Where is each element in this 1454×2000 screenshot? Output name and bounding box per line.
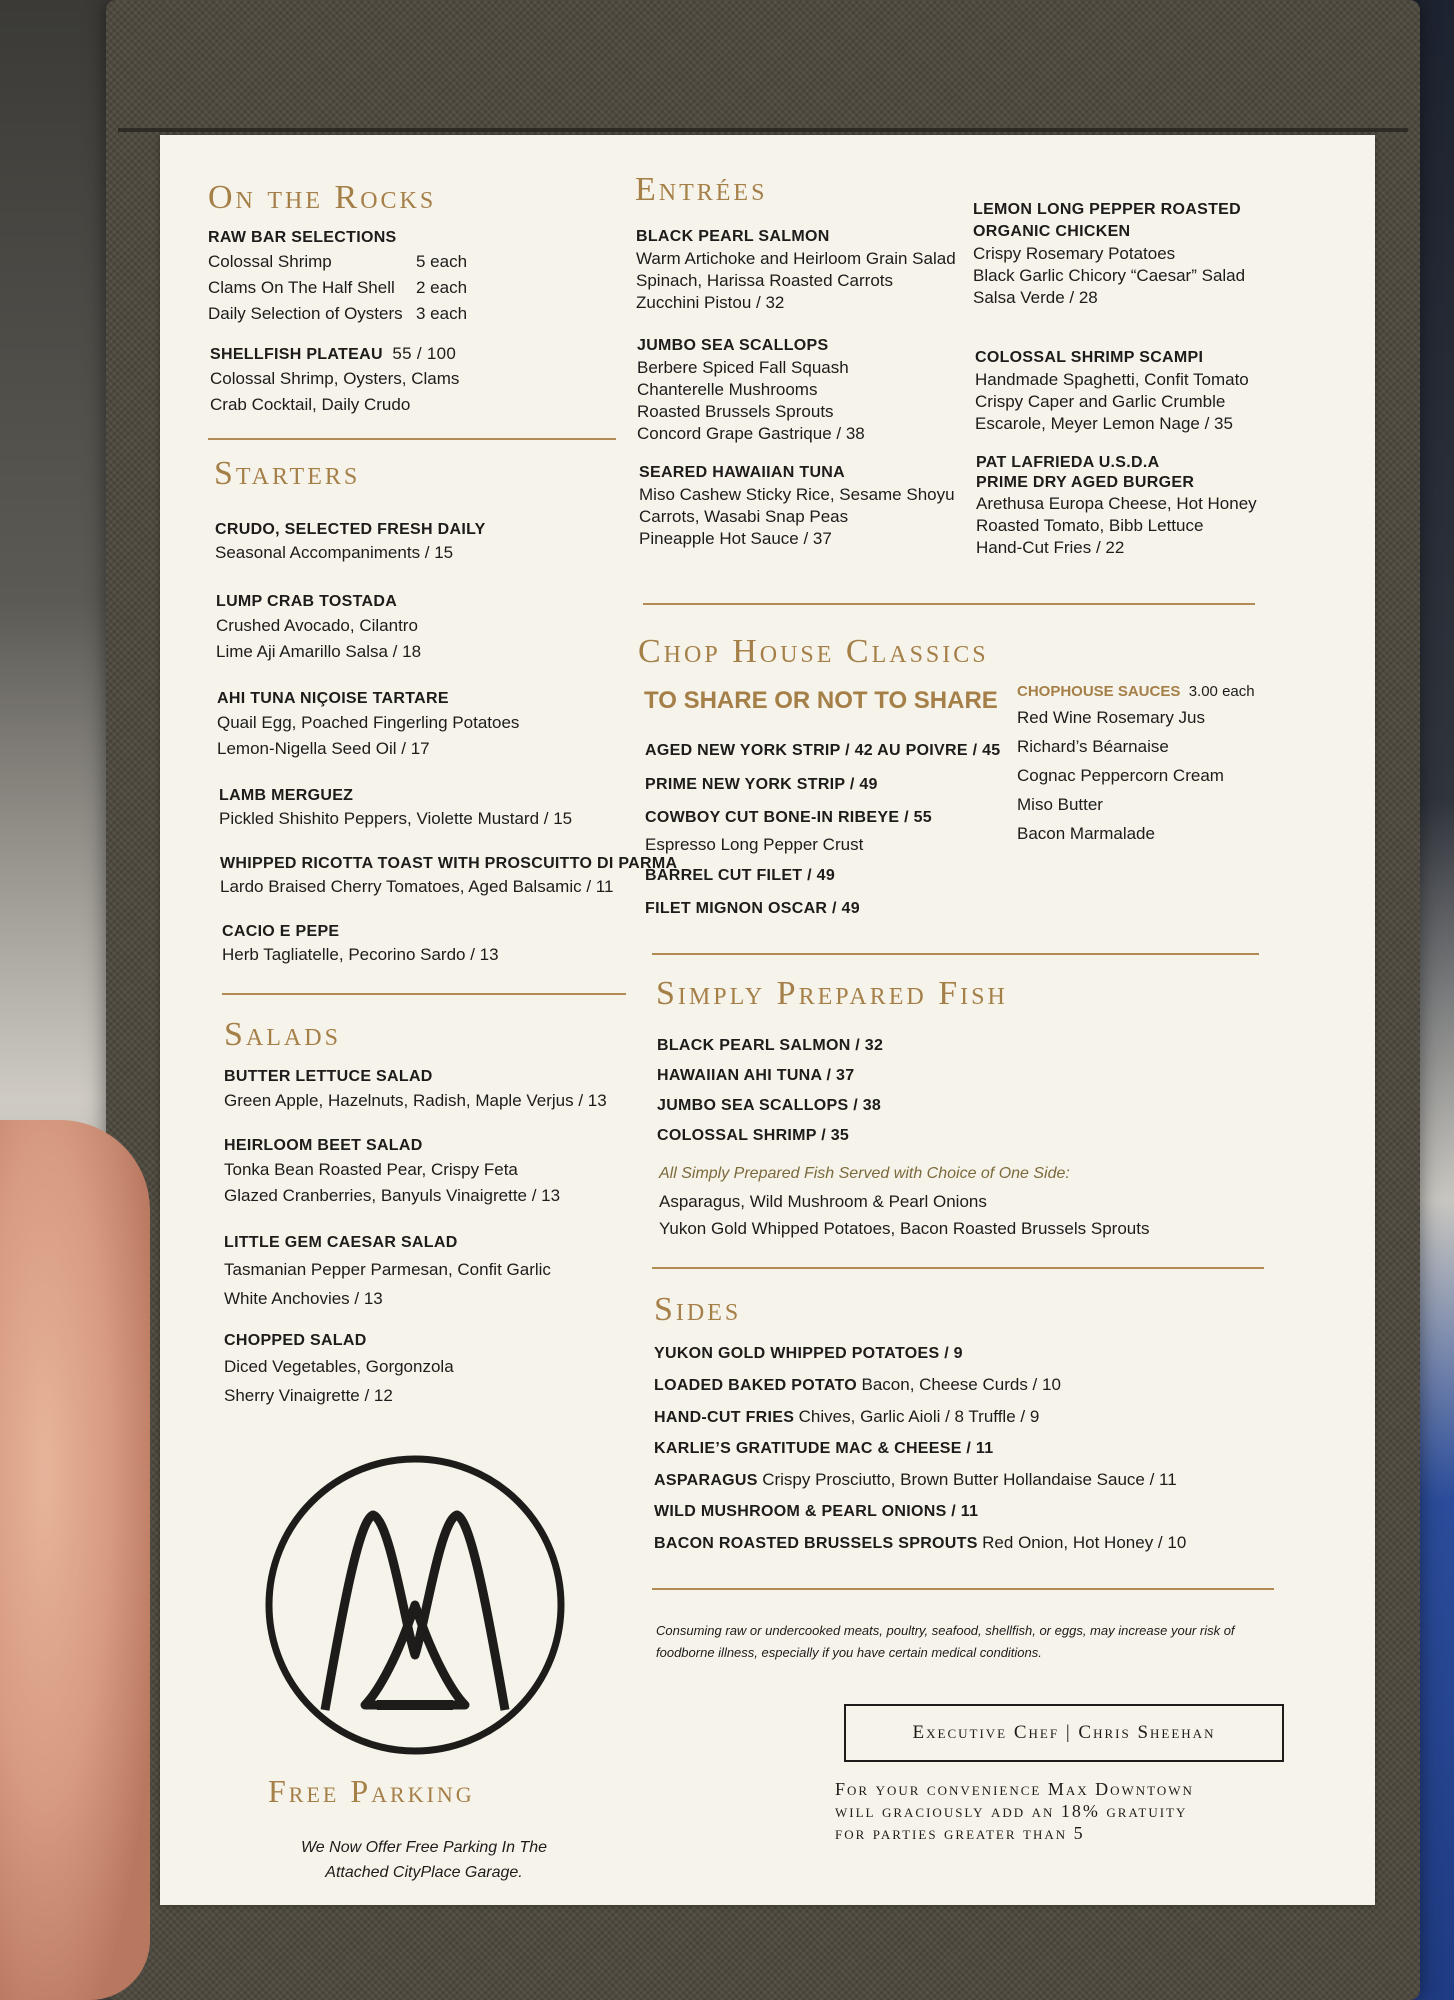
fish-side-note: All Simply Prepared Fish Served with Choice of One Side: <box>659 1165 1070 1182</box>
fish-items <box>657 1031 883 1151</box>
item-desc: Chanterelle Mushrooms <box>637 380 818 399</box>
item-name: WHIPPED RICOTTA TOAST WITH PROSCUITTO DI PARMA <box>220 855 678 872</box>
item-desc: Chives, Garlic Aioli / 8 Truffle / 9 <box>798 1407 1040 1426</box>
sauce-item: Cognac Peppercorn Cream <box>1017 766 1224 785</box>
section-title-salads: Salads <box>224 1016 341 1053</box>
section-title-chop-house: Chop House Classics <box>638 633 989 670</box>
item-desc: Roasted Brussels Sprouts <box>637 402 834 421</box>
section-title-on-the-rocks: On the Rocks <box>208 179 437 216</box>
menu-item <box>224 1232 551 1312</box>
section-title-fish: Simply Prepared Fish <box>656 975 1008 1012</box>
divider <box>643 603 1255 605</box>
sides-items <box>654 1338 1186 1559</box>
sauces-heading: CHOPHOUSE SAUCES <box>1017 683 1181 700</box>
menu-item <box>637 335 865 445</box>
item-desc: Herb Tagliatelle, Pecorino Sardo / 13 <box>222 945 499 964</box>
max-monogram-icon <box>265 1455 565 1755</box>
item-desc: Crushed Avocado, Cilantro <box>216 616 418 635</box>
item-desc: Berbere Spiced Fall Squash <box>637 358 849 377</box>
item-name: WILD MUSHROOM & PEARL ONIONS / 11 <box>654 1503 979 1520</box>
item-name: LEMON LONG PEPPER ROASTED <box>973 201 1241 218</box>
item-desc: Sherry Vinaigrette / 12 <box>224 1386 393 1405</box>
item-name: BUTTER LETTUCE SALAD <box>224 1068 433 1085</box>
divider <box>652 1267 1264 1269</box>
item-desc: Quail Egg, Poached Fingerling Potatoes <box>217 713 520 732</box>
item-desc: Arethusa Europa Cheese, Hot Honey <box>976 494 1257 513</box>
item-desc: Lemon-Nigella Seed Oil / 17 <box>217 739 430 758</box>
side-option: Yukon Gold Whipped Potatoes, Bacon Roasted Brussels Sprouts <box>659 1219 1150 1238</box>
item-name: CACIO E PEPE <box>222 923 340 940</box>
item-name: LAMB MERGUEZ <box>219 787 354 804</box>
item-desc: Green Apple, Hazelnuts, Radish, Maple Verjus / 13 <box>224 1091 607 1110</box>
item-name: YUKON GOLD WHIPPED POTATOES / 9 <box>654 1345 963 1362</box>
menu-item <box>224 1135 560 1209</box>
menu-item <box>220 853 677 899</box>
item-name: HEIRLOOM BEET SALAD <box>224 1137 423 1154</box>
item-desc: Crispy Prosciutto, Brown Butter Hollandaise Sauce / 11 <box>762 1470 1177 1489</box>
item-name: LUMP CRAB TOSTADA <box>216 593 398 610</box>
item-desc: Roasted Tomato, Bibb Lettuce <box>976 516 1204 535</box>
raw-bar-item-name: Daily Selection of Oysters <box>208 304 403 323</box>
menu-item <box>224 1330 454 1410</box>
gratuity-note <box>835 1778 1194 1844</box>
parking-line: Attached CityPlace Garage. <box>325 1864 523 1881</box>
raw-bar-item-price: 5 each <box>416 252 468 271</box>
item-desc: Carrots, Wasabi Snap Peas <box>639 507 849 526</box>
item-name: BARREL CUT FILET / 49 <box>645 867 836 884</box>
item-desc: Glazed Cranberries, Banyuls Vinaigrette / 13 <box>224 1186 561 1205</box>
plateau-line: Colossal Shrimp, Oysters, Clams <box>210 369 460 388</box>
gratuity-line: for parties greater than 5 <box>835 1823 1085 1843</box>
menu-item <box>975 347 1249 435</box>
raw-food-disclaimer <box>656 1620 1235 1664</box>
gratuity-line: will graciously add an 18% gratuity <box>835 1801 1188 1821</box>
sauce-item: Bacon Marmalade <box>1017 824 1155 843</box>
menu-item <box>216 591 421 665</box>
chophouse-sauces <box>1017 681 1255 848</box>
item-desc: Seasonal Accompaniments / 15 <box>215 543 454 562</box>
sauces-price: 3.00 each <box>1188 683 1255 700</box>
item-name: AHI TUNA NIÇOISE TARTARE <box>217 690 449 707</box>
menu-board-clip <box>118 128 1408 132</box>
chop-house-items <box>645 734 1001 922</box>
sauce-item: Miso Butter <box>1017 795 1103 814</box>
item-desc: Crispy Rosemary Potatoes <box>973 244 1176 263</box>
menu-item <box>639 462 955 550</box>
section-title-sides: Sides <box>654 1291 742 1328</box>
item-desc: Hand-Cut Fries / 22 <box>976 538 1125 557</box>
chop-house-subtitle: TO SHARE OR NOT TO SHARE <box>644 687 998 714</box>
item-name: HAND-CUT FRIES <box>654 1409 795 1426</box>
item-desc: Zucchini Pistou / 32 <box>636 293 785 312</box>
parking-line: We Now Offer Free Parking In The <box>300 1839 547 1856</box>
item-name: CRUDO, SELECTED FRESH DAILY <box>215 521 486 538</box>
menu-item <box>224 1066 607 1114</box>
divider <box>652 1588 1274 1590</box>
item-desc: Red Onion, Hot Honey / 10 <box>982 1533 1187 1552</box>
executive-chef-box: Executive Chef | Chris Sheehan <box>844 1704 1284 1762</box>
disclaimer-line: Consuming raw or undercooked meats, poultry, seafood, shellfish, or eggs, may increase your risk of <box>656 1623 1235 1638</box>
hand-holding-menu <box>0 1120 150 2000</box>
disclaimer-line: foodborne illness, especially if you have certain medical conditions. <box>656 1645 1042 1660</box>
item-name: ASPARAGUS <box>654 1472 758 1489</box>
item-name: SEARED HAWAIIAN TUNA <box>639 464 846 481</box>
item-desc: Crispy Caper and Garlic Crumble <box>975 392 1226 411</box>
item-name: AGED NEW YORK STRIP / 42 AU POIVRE / 45 <box>645 742 1001 759</box>
item-name: JUMBO SEA SCALLOPS / 38 <box>657 1097 882 1114</box>
plateau-heading: SHELLFISH PLATEAU <box>210 346 383 363</box>
raw-bar <box>208 227 467 327</box>
item-desc: Tasmanian Pepper Parmesan, Confit Garlic <box>224 1260 551 1279</box>
item-name: PRIME DRY AGED BURGER <box>976 474 1195 491</box>
item-name: COLOSSAL SHRIMP / 35 <box>657 1127 850 1144</box>
item-name: BLACK PEARL SALMON <box>636 228 830 245</box>
raw-bar-heading: RAW BAR SELECTIONS <box>208 229 397 246</box>
side-option: Asparagus, Wild Mushroom & Pearl Onions <box>659 1192 987 1211</box>
raw-bar-item-name: Colossal Shrimp <box>208 252 332 271</box>
item-name: BACON ROASTED BRUSSELS SPROUTS <box>654 1535 978 1552</box>
item-name: COWBOY CUT BONE-IN RIBEYE / 55 <box>645 809 932 826</box>
item-name: BLACK PEARL SALMON / 32 <box>657 1037 884 1054</box>
menu-item <box>976 453 1257 559</box>
item-desc: Lardo Braised Cherry Tomatoes, Aged Balsamic / 11 <box>220 877 614 896</box>
menu-paper <box>160 135 1375 1905</box>
item-name: FILET MIGNON OSCAR / 49 <box>645 900 860 917</box>
divider <box>222 993 626 995</box>
item-desc: Pineapple Hot Sauce / 37 <box>639 529 832 548</box>
item-desc: Concord Grape Gastrique / 38 <box>637 424 865 443</box>
menu-item <box>973 199 1245 309</box>
item-desc: Pickled Shishito Peppers, Violette Mustard / 15 <box>219 809 573 828</box>
divider <box>652 953 1259 955</box>
item-name: KARLIE’S GRATITUDE MAC & CHEESE / 11 <box>654 1440 994 1457</box>
item-desc: Warm Artichoke and Heirloom Grain Salad <box>636 249 956 268</box>
item-desc: Tonka Bean Roasted Pear, Crispy Feta <box>224 1160 518 1179</box>
section-title-entrees: Entrées <box>635 171 768 208</box>
plateau-line: Crab Cocktail, Daily Crudo <box>210 395 411 414</box>
menu-item <box>217 688 519 762</box>
item-name: LOADED BAKED POTATO <box>654 1377 858 1394</box>
item-desc: Miso Cashew Sticky Rice, Sesame Shoyu <box>639 485 955 504</box>
fish-side-options <box>659 1188 1149 1242</box>
gratuity-line: For your convenience Max Downtown <box>835 1779 1194 1799</box>
item-desc: Black Garlic Chicory “Caesar” Salad <box>973 266 1246 285</box>
item-desc: Escarole, Meyer Lemon Nage / 35 <box>975 414 1233 433</box>
parking-note <box>254 1835 594 1885</box>
raw-bar-item-name: Clams On The Half Shell <box>208 278 395 297</box>
item-desc: Salsa Verde / 28 <box>973 288 1098 307</box>
menu-item <box>215 519 486 565</box>
plateau-price: 55 / 100 <box>392 344 457 363</box>
item-desc: Bacon, Cheese Curds / 10 <box>861 1375 1061 1394</box>
item-desc: Espresso Long Pepper Crust <box>645 835 864 854</box>
raw-bar-item-price: 2 each <box>416 278 468 297</box>
item-desc: Handmade Spaghetti, Confit Tomato <box>975 370 1249 389</box>
item-name: ORGANIC CHICKEN <box>973 223 1131 240</box>
sauce-item: Red Wine Rosemary Jus <box>1017 708 1206 727</box>
menu-item <box>219 785 572 831</box>
item-name: COLOSSAL SHRIMP SCAMPI <box>975 349 1204 366</box>
shellfish-plateau <box>210 343 459 418</box>
item-name: CHOPPED SALAD <box>224 1332 367 1349</box>
section-title-starters: Starters <box>214 455 361 492</box>
menu-item <box>636 226 956 314</box>
sauce-item: Richard’s Béarnaise <box>1017 737 1169 756</box>
item-name: PRIME NEW YORK STRIP / 49 <box>645 776 878 793</box>
menu-item <box>222 921 499 967</box>
divider <box>208 438 616 440</box>
item-desc: Lime Aji Amarillo Salsa / 18 <box>216 642 422 661</box>
item-name: PAT LAFRIEDA U.S.D.A <box>976 454 1160 471</box>
item-desc: Diced Vegetables, Gorgonzola <box>224 1357 454 1376</box>
item-name: LITTLE GEM CAESAR SALAD <box>224 1234 458 1251</box>
item-desc: White Anchovies / 13 <box>224 1289 383 1308</box>
item-desc: Spinach, Harissa Roasted Carrots <box>636 271 894 290</box>
parking-title: Free Parking <box>268 1773 475 1809</box>
raw-bar-item-price: 3 each <box>416 304 468 323</box>
item-name: JUMBO SEA SCALLOPS <box>637 337 829 354</box>
item-name: HAWAIIAN AHI TUNA / 37 <box>657 1067 855 1084</box>
